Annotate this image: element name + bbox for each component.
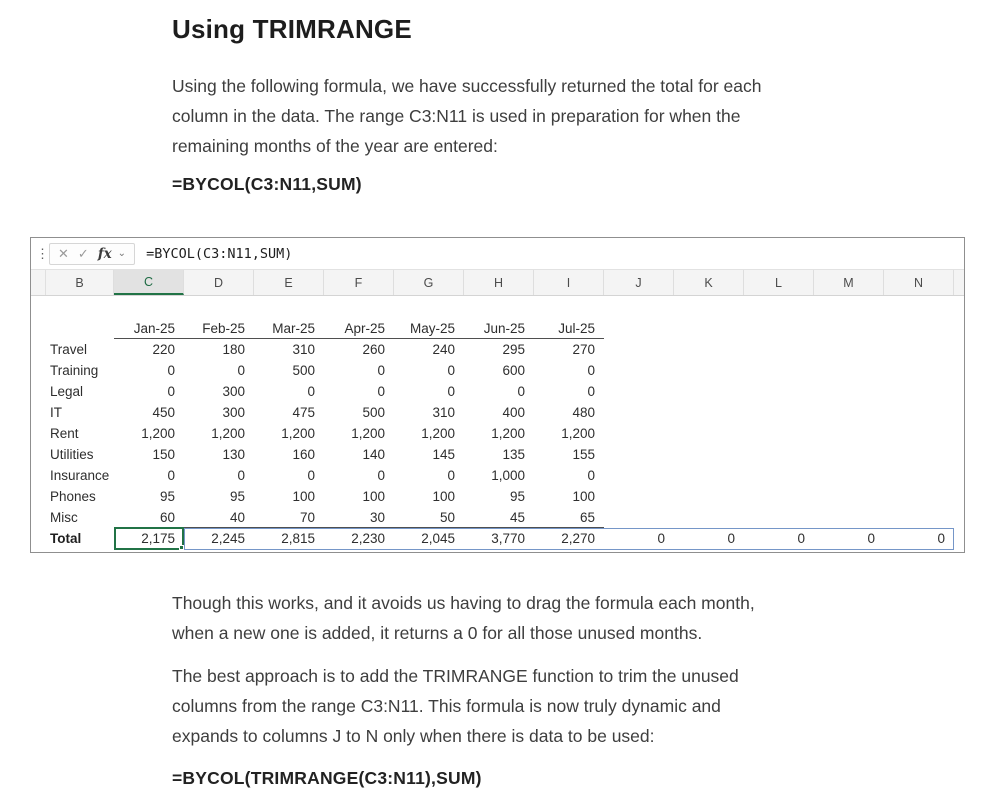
value-cell[interactable]: 500 [362,405,385,420]
total-value-cell[interactable]: 0 [867,531,875,546]
empty-cell[interactable] [674,402,744,423]
total-row [31,528,964,549]
value-cell[interactable]: 0 [307,384,315,399]
value-cell[interactable]: 0 [587,468,595,483]
column-header-l[interactable]: L [744,270,814,295]
value-cell[interactable]: 140 [362,447,385,462]
table-row [31,381,964,402]
table-row [31,360,964,381]
value-cell[interactable]: 0 [167,384,175,399]
value-cell[interactable]: 300 [222,405,245,420]
total-value-cell[interactable]: 2,230 [351,531,385,546]
row-label-cell[interactable]: Legal [50,384,84,399]
empty-cell[interactable] [674,381,744,402]
paragraph-line: expands to columns J to N only when there is data to be used: [172,726,655,746]
table-row [31,465,964,486]
empty-cell[interactable] [814,486,884,507]
cell-b2 [46,318,114,339]
value-cell[interactable]: 300 [222,384,245,399]
empty-cell[interactable] [744,444,814,465]
value-cell[interactable]: 0 [587,384,595,399]
value-cell[interactable]: 100 [572,489,595,504]
gutter-cell [31,381,46,402]
paragraph-line: The best approach is to add the TRIMRANGE function to trim the unused [172,666,739,686]
column-header-e[interactable]: E [254,270,324,295]
empty-cell[interactable] [744,339,814,360]
table-row [31,444,964,465]
value-cell[interactable]: 160 [292,447,315,462]
empty-cell[interactable] [604,339,674,360]
value-cell[interactable]: 0 [237,363,245,378]
gutter-cell [31,339,46,360]
empty-cell[interactable] [604,381,674,402]
value-cell[interactable]: 65 [534,507,604,528]
total-value-cell[interactable]: 2,815 [281,531,315,546]
empty-cell[interactable] [674,360,744,381]
empty-cell[interactable] [604,423,674,444]
month-header-cell[interactable]: Jan-25 [114,318,184,339]
empty-cell[interactable] [884,339,954,360]
empty-cell[interactable] [814,507,884,528]
total-value-cell[interactable]: 2,245 [211,531,245,546]
empty-cell[interactable] [814,318,884,339]
total-value-cell[interactable]: 0 [727,531,735,546]
empty-cell[interactable] [884,402,954,423]
value-cell[interactable]: 155 [572,447,595,462]
value-cell[interactable]: 100 [432,489,455,504]
empty-cell[interactable] [744,423,814,444]
value-cell[interactable]: 310 [292,342,315,357]
empty-cell[interactable] [604,465,674,486]
table-row [31,423,964,444]
gutter-cell [31,318,46,339]
value-cell[interactable]: 70 [254,507,324,528]
total-value-cell[interactable]: 2,270 [561,531,595,546]
empty-cell[interactable] [674,465,744,486]
value-cell[interactable]: 0 [377,363,385,378]
value-cell[interactable]: 135 [502,447,525,462]
value-cell[interactable]: 180 [222,342,245,357]
value-cell[interactable]: 0 [167,468,175,483]
paragraph-line: when a new one is added, it returns a 0 for all those unused months. [172,623,703,643]
paragraph-line: Using the following formula, we have successfully returned the total for each [172,76,762,96]
gutter-cell [31,444,46,465]
row-label-cell[interactable]: IT [50,405,62,420]
empty-cell[interactable] [814,444,884,465]
empty-cell[interactable] [674,318,744,339]
paragraph-line: remaining months of the year are entered: [172,136,498,156]
paragraph-line: Though this works, and it avoids us having to drag the formula each month, [172,593,755,613]
value-cell[interactable]: 0 [377,384,385,399]
table-row [31,507,964,528]
value-cell[interactable]: 1,000 [491,468,525,483]
empty-cell[interactable] [744,402,814,423]
spreadsheet-screenshot [30,237,965,553]
gutter-cell [31,486,46,507]
table-row [31,486,964,507]
value-cell[interactable]: 1,200 [421,426,455,441]
value-cell[interactable]: 1,200 [281,426,315,441]
empty-cell[interactable] [884,423,954,444]
value-cell[interactable]: 0 [447,468,455,483]
insert-function-icon[interactable]: fx [97,245,112,262]
empty-cell[interactable] [604,402,674,423]
value-cell[interactable]: 240 [432,342,455,357]
gutter-cell [31,507,46,528]
column-header-j[interactable]: J [604,270,674,295]
value-cell[interactable]: 1,200 [491,426,525,441]
empty-cell[interactable] [884,465,954,486]
column-header-k[interactable]: K [674,270,744,295]
row-label-cell[interactable]: Insurance [50,468,110,483]
total-value-cell[interactable]: 2,045 [421,531,455,546]
row-label-cell[interactable]: Utilities [50,447,94,462]
empty-cell[interactable] [674,423,744,444]
drag-handle-icon: ⋮ [36,245,48,261]
total-value-cell[interactable]: 0 [797,531,805,546]
value-cell[interactable]: 0 [307,468,315,483]
value-cell[interactable]: 0 [447,384,455,399]
value-cell[interactable]: 145 [432,447,455,462]
value-cell[interactable]: 450 [152,405,175,420]
value-cell[interactable]: 0 [587,363,595,378]
month-header-row [31,318,964,339]
empty-cell[interactable] [884,360,954,381]
value-cell[interactable]: 45 [464,507,534,528]
empty-cell[interactable] [744,465,814,486]
value-cell[interactable]: 0 [237,468,245,483]
empty-cell[interactable] [744,486,814,507]
empty-cell[interactable] [744,381,814,402]
formula-text-2: =BYCOL(TRIMRANGE(C3:N11),SUM) [172,768,482,788]
value-cell[interactable]: 1,200 [141,426,175,441]
value-cell[interactable]: 0 [167,363,175,378]
value-cell[interactable]: 1,200 [351,426,385,441]
value-cell[interactable]: 600 [502,363,525,378]
value-cell[interactable]: 310 [432,405,455,420]
row-label-cell[interactable]: Training [50,363,99,378]
empty-cell[interactable] [604,444,674,465]
column-header-b[interactable]: B [46,270,114,295]
table-row [31,339,964,360]
paragraph-line: column in the data. The range C3:N11 is used in preparation for when the [172,106,741,126]
paragraph-3 [172,661,739,751]
empty-cell[interactable] [884,486,954,507]
gutter-cell [31,465,46,486]
row-label-cell[interactable]: Misc [50,510,78,525]
value-cell[interactable]: 60 [114,507,184,528]
enter-icon[interactable]: ✓ [77,245,89,261]
value-cell[interactable]: 260 [362,342,385,357]
empty-cell[interactable] [814,402,884,423]
chevron-down-icon[interactable]: ⌄ [117,248,127,259]
page-title: Using TRIMRANGE [172,14,412,44]
gutter-cell [31,360,46,381]
empty-row [31,296,964,318]
total-label-cell[interactable]: Total [50,531,82,546]
value-cell[interactable]: 95 [509,489,525,504]
empty-cell[interactable] [884,318,954,339]
cancel-icon[interactable]: ✕ [58,245,69,261]
value-cell[interactable]: 1,200 [211,426,245,441]
empty-cell[interactable] [604,507,674,528]
empty-cell[interactable] [814,360,884,381]
gutter-cell [31,528,46,549]
empty-cell[interactable] [674,339,744,360]
empty-cell[interactable] [884,444,954,465]
value-cell[interactable]: 95 [229,489,245,504]
row-label-cell[interactable]: Phones [50,489,96,504]
value-cell[interactable]: 270 [572,342,595,357]
gutter-cell [31,402,46,423]
empty-cell[interactable] [674,486,744,507]
column-header-g[interactable]: G [394,270,464,295]
value-cell[interactable]: 50 [394,507,464,528]
paragraph-2 [172,588,755,648]
value-cell[interactable]: 500 [292,363,315,378]
empty-cell[interactable] [884,381,954,402]
empty-cell[interactable] [814,339,884,360]
value-cell[interactable]: 40 [184,507,254,528]
month-header-cell[interactable]: Mar-25 [254,318,324,339]
empty-cell[interactable] [604,486,674,507]
empty-cell[interactable] [814,465,884,486]
column-headers [31,270,964,296]
value-cell[interactable]: 480 [572,405,595,420]
column-header-i[interactable]: I [534,270,604,295]
sheet-grid [31,296,964,549]
value-cell[interactable]: 100 [292,489,315,504]
value-cell[interactable]: 0 [447,363,455,378]
value-cell[interactable]: 150 [152,447,175,462]
month-header-cell[interactable]: Jun-25 [464,318,534,339]
empty-cell[interactable] [674,444,744,465]
formula-bar-buttons [49,243,135,265]
month-header-cell[interactable]: Feb-25 [184,318,254,339]
empty-cell[interactable] [604,318,674,339]
empty-cell[interactable] [674,507,744,528]
row-label-cell[interactable]: Travel [50,342,88,357]
formula-bar [31,238,964,270]
value-cell[interactable]: 400 [502,405,525,420]
value-cell[interactable]: 295 [502,342,525,357]
intro-paragraph [172,71,761,161]
month-header-cell[interactable]: Apr-25 [324,318,394,339]
empty-cell[interactable] [604,360,674,381]
total-value-cell[interactable]: 0 [657,531,665,546]
column-header-h[interactable]: H [464,270,534,295]
column-header-m[interactable]: M [814,270,884,295]
table-row [31,402,964,423]
column-header-n[interactable]: N [884,270,954,295]
value-cell[interactable]: 95 [159,489,175,504]
column-header-c[interactable]: C [114,270,184,295]
column-header-d[interactable]: D [184,270,254,295]
value-cell[interactable]: 1,200 [561,426,595,441]
total-value-cell[interactable]: 3,770 [491,531,525,546]
empty-cell[interactable] [744,318,814,339]
formula-input[interactable]: =BYCOL(C3:N11,SUM) [146,245,293,262]
gutter-cell [31,423,46,444]
paragraph-line: columns from the range C3:N11. This formula is now truly dynamic and [172,696,721,716]
empty-cell[interactable] [744,507,814,528]
total-value-cell[interactable]: 2,175 [141,531,175,546]
value-cell[interactable]: 0 [377,468,385,483]
row-label-cell[interactable]: Rent [50,426,79,441]
empty-cell[interactable] [814,381,884,402]
empty-cell[interactable] [884,507,954,528]
value-cell[interactable]: 475 [292,405,315,420]
empty-cell[interactable] [744,360,814,381]
total-value-cell[interactable]: 0 [937,531,945,546]
value-cell[interactable]: 30 [324,507,394,528]
month-header-cell[interactable]: Jul-25 [534,318,604,339]
value-cell[interactable]: 130 [222,447,245,462]
empty-cell[interactable] [814,423,884,444]
value-cell[interactable]: 100 [362,489,385,504]
value-cell[interactable]: 220 [152,342,175,357]
month-header-cell[interactable]: May-25 [394,318,464,339]
column-header-f[interactable]: F [324,270,394,295]
formula-text-1: =BYCOL(C3:N11,SUM) [172,174,362,194]
header-gutter [31,270,46,295]
value-cell[interactable]: 0 [517,384,525,399]
